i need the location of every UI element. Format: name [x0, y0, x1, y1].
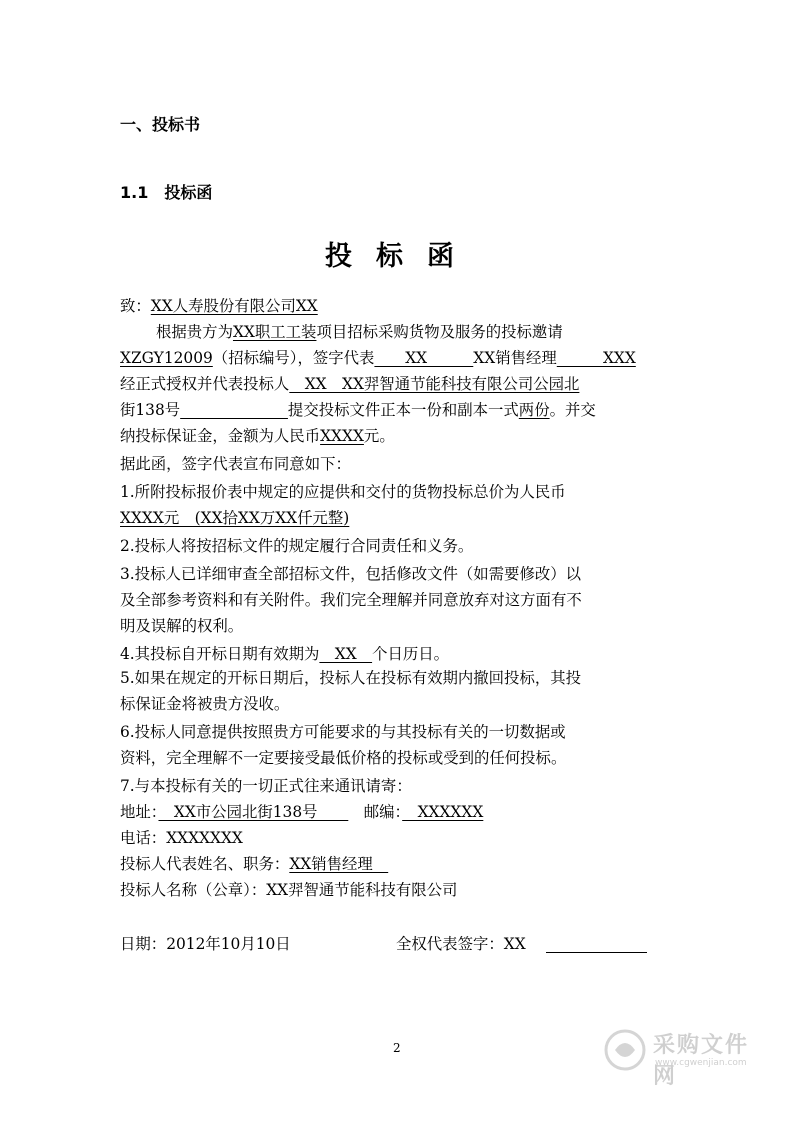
text: 。并交 — [549, 401, 596, 419]
item5-line2: 标保证金将被贵方没收。 — [120, 695, 290, 713]
para1-line2 — [120, 345, 636, 371]
item5-line1: 5.如果在规定的开标日期后，投标人在投标有效期内撤回投标，其投 — [120, 669, 582, 687]
address-label: 地址： — [120, 803, 159, 821]
watermark — [603, 1026, 763, 1089]
recipient: XX人寿股份有限公司XX — [150, 297, 318, 315]
phone-value: XXXXXXX — [166, 829, 243, 847]
sub-heading: 1.1 投标函 — [120, 183, 213, 202]
bidder-text: XX XX羿智通节能科技有限公司公园北 — [289, 375, 580, 393]
zip-label: 邮编： — [348, 803, 403, 821]
doc-title: 投标函 — [325, 241, 478, 272]
bidder-name-line — [120, 877, 457, 903]
salutation-prefix: 致： — [120, 297, 151, 315]
page-number: 2 — [393, 1041, 401, 1055]
item3-line1: 3.投标人已详细审查全部招标文件，包括修改文件（如需要修改）以 — [120, 565, 582, 583]
item2: 2.投标人将按招标文件的规定履行合同责任和义务。 — [120, 537, 474, 555]
bidder-name-label: 投标人名称（公章）： — [120, 881, 267, 899]
tender-code: XZGY12009 — [120, 349, 213, 367]
text: 提交投标文件正本一份和副本一式 — [287, 401, 519, 419]
signature-underline — [546, 952, 647, 953]
para1-line5 — [120, 423, 395, 449]
item1-line1: 1.所附投标报价表中规定的应提供和交付的货物投标总价为人民币 — [120, 483, 566, 501]
para1-line4 — [120, 397, 596, 423]
item3-line2: 及全部参考资料和有关附件。我们完全理解并同意放弃对这方面有不 — [120, 591, 582, 609]
text: 根据贵方为 — [156, 323, 233, 341]
date-line — [120, 931, 291, 957]
text: 纳投标保证金，金额为人民币 — [120, 427, 321, 445]
text: 经正式授权并代表投标人 — [120, 375, 290, 393]
address-value: XX市公园北街138号 — [158, 803, 349, 821]
rep-name-label: 投标人代表姓名、职务： — [120, 855, 290, 873]
phone-label: 电话： — [120, 829, 167, 847]
text: 项目招标采购货物及服务的投标邀请 — [316, 323, 563, 341]
watermark-logo-icon — [603, 1028, 647, 1072]
item6-line1: 6.投标人同意提供按照贵方可能要求的与其投标有关的一切数据或 — [120, 723, 566, 741]
text: 元。 — [363, 427, 395, 445]
watermark-url: www.cgwenjian.com — [655, 1058, 747, 1068]
rep-post: XXX — [556, 349, 636, 367]
bidder — [289, 375, 579, 393]
item4 — [120, 641, 449, 667]
blank — [180, 401, 288, 419]
item1-line2: XXXX元 (XX拾XX万XX仟元整) — [120, 509, 350, 527]
rep-name-line — [120, 851, 388, 877]
item6-line2: 资料，完全理解不一定要接受最低价格的投标或受到的任何投标。 — [120, 749, 567, 767]
item7: 7.与本投标有关的一切正式往来通讯请寄： — [120, 777, 412, 795]
para1-line3 — [120, 371, 579, 397]
phone-line — [120, 825, 243, 851]
rep-pre: XX — [374, 349, 474, 367]
date-label: 日期： — [120, 935, 167, 953]
bidder-name-value: XX羿智通节能科技有限公司 — [266, 881, 458, 899]
text: 个日历日。 — [372, 645, 450, 663]
para1-line1 — [156, 319, 563, 345]
watermark-name: 采购文件网 — [653, 1033, 750, 1089]
text: 4.其投标自开标日期有效期为 — [120, 645, 320, 663]
validity-days: XX — [319, 645, 373, 663]
text: （招标编号），签字代表 — [212, 349, 375, 367]
salutation — [120, 293, 318, 319]
zip-value: XXXXXX — [402, 803, 484, 821]
section-heading: 一、投标书 — [120, 115, 201, 134]
item3-line3: 明及误解的权利。 — [120, 617, 244, 635]
text: 街138号 — [120, 401, 181, 419]
copies: 两份 — [518, 401, 550, 419]
rep: XX销售经理 — [473, 349, 557, 367]
amount: XXXX — [320, 427, 364, 445]
signature-line — [396, 931, 526, 957]
signature-label: 全权代表签字： — [396, 935, 504, 953]
address-line — [120, 799, 483, 825]
project-name: XX职工工装 — [232, 323, 317, 341]
date-value: 2012年10月10日 — [166, 935, 291, 953]
para2: 据此函，签字代表宣布同意如下： — [120, 455, 351, 473]
signature-value: XX — [503, 935, 526, 953]
rep-name-value: XX销售经理 — [289, 855, 389, 873]
